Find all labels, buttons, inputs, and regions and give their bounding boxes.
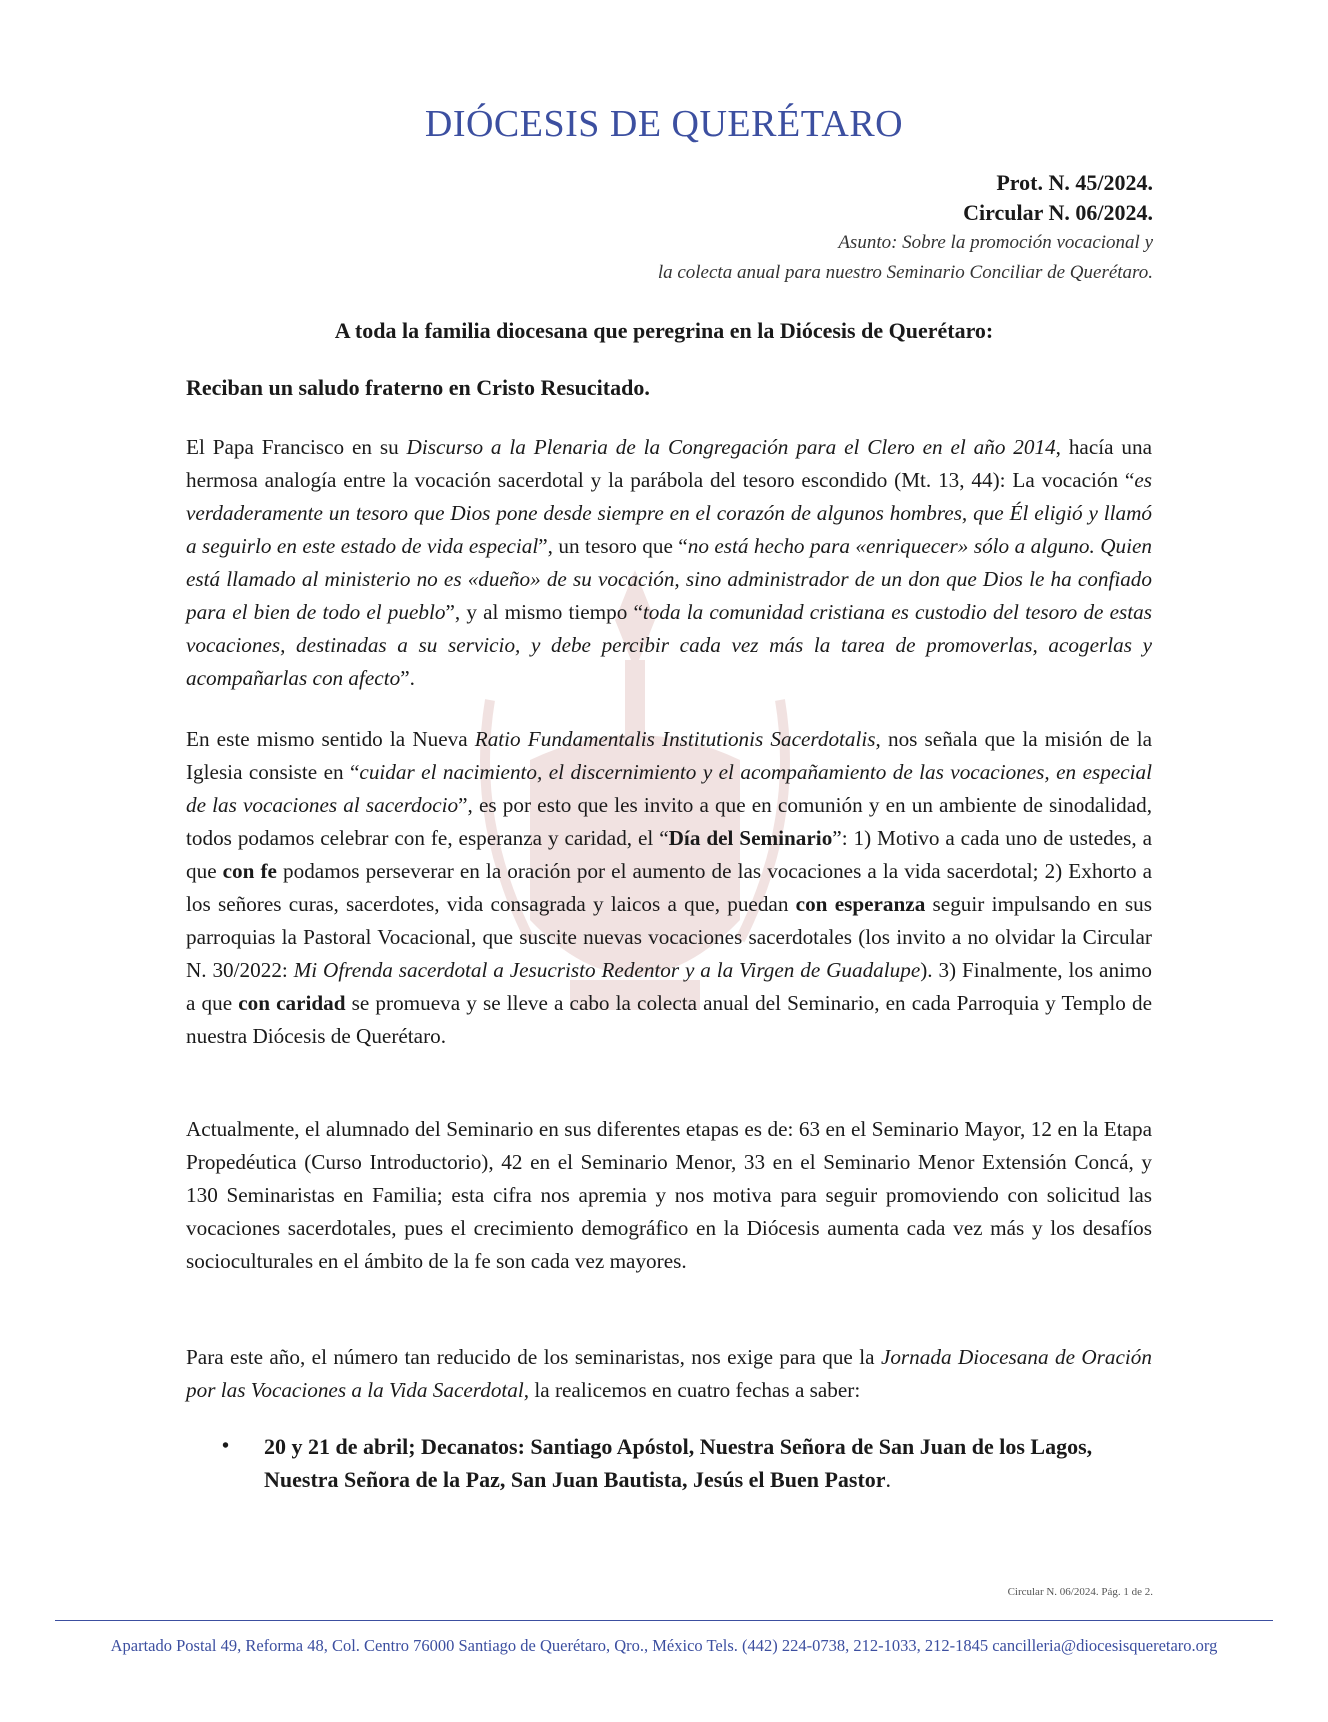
text-run: ”. <box>400 666 415 690</box>
list-item <box>222 1430 1152 1496</box>
bold-run: con caridad <box>238 991 346 1015</box>
italic-run: Ratio Fundamentalis Institutionis Sacerdotalis <box>474 727 876 751</box>
text-run: , la realicemos en cuatro fechas a saber: <box>523 1378 861 1402</box>
italic-run: Mi Ofrenda sacerdotal a Jesucristo Redentor y a la Virgen de Guadalupe <box>293 958 921 982</box>
quote-run: cuidar el nacimiento, el discernimiento y el acompañamiento de las vocaciones, en especial de las vocaciones al sacerdocio <box>186 760 1152 817</box>
greeting: Reciban un saludo fraterno en Cristo Resucitado. <box>186 375 650 400</box>
text-run: seguir impulsando en sus parroquias la Pastoral Vocacional, que suscite nuevas vocaciones sacerdotales (los invito a no olvidar la Circular N. 30/2022: <box>186 892 1152 982</box>
quote-run: no está hecho para «enriquecer» sólo a alguno. Quien está llamado al ministerio no es «dueño» de su vocación, sino administrador de un don que Dios le ha confiado para el bien de todo el pueblo <box>186 534 1152 624</box>
protocol-number: Prot. N. 45/2024. <box>996 170 1153 195</box>
italic-run: Discurso a la Plenaria de la Congregación para el Clero en el año 2014 <box>406 435 1056 459</box>
subject-line-1: Asunto: Sobre la promoción vocacional y <box>838 232 1153 253</box>
reference-block <box>453 168 1153 288</box>
addressee-heading: A toda la familia diocesana que peregrina en la Diócesis de Querétaro: <box>334 318 994 343</box>
circular-number: Circular N. 06/2024. <box>963 200 1153 225</box>
list-item-tail: . <box>885 1467 892 1492</box>
text-run: ”, un tesoro que “ <box>538 534 688 558</box>
text-run: ”: 1) Motivo a cada uno de ustedes, a que <box>186 826 1152 883</box>
bullet-icon: • <box>222 1435 230 1457</box>
text-run: , hacía una hermosa analogía entre la vocación sacerdotal y la parábola del tesoro escondido (Mt. 13, 44): La vocación “ <box>186 435 1152 492</box>
paragraph-ratio-fundamentalis <box>186 723 1152 1053</box>
text-run: En este mismo sentido la Nueva <box>186 727 475 751</box>
paragraph-enrollment: Actualmente, el alumnado del Seminario en sus diferentes etapas es de: 63 en el Seminario Mayor, 12 en la Etapa Propedéutica (Curso Introductorio), 42 en el Seminario Menor, 33 en el Seminario Menor Extensión Concá, y 130 Seminaristas en Familia; esta cifra nos apremia y nos motiva para seguir promoviendo con solicitud las vocaciones sacerdotales, pues el crecimiento demográfico en la Diócesis aumenta cada vez más y los desafíos socioculturales en el ámbito de la fe son cada vez mayores. <box>186 1117 1152 1273</box>
text-run: ). 3) Finalmente, los animo a que <box>186 958 1152 1015</box>
quote-run: es verdaderamente un tesoro que Dios pone desde siempre en el corazón de algunos hombres, que Él eligió y llamó a seguirlo en este estado de vida especial <box>186 468 1152 558</box>
text-run: El Papa Francisco en su <box>186 435 407 459</box>
bold-run: con esperanza <box>795 892 926 916</box>
bold-run: Día del Seminario <box>668 826 833 850</box>
dates-list <box>222 1430 1152 1496</box>
text-run: se promueva y se lleve a cabo la colecta anual del Seminario, en cada Parroquia y Templo de nuestra Diócesis de Querétaro. <box>186 991 1152 1048</box>
diocese-title: DIÓCESIS DE QUERÉTARO <box>424 103 904 145</box>
footer-contact: Apartado Postal 49, Reforma 48, Col. Centro 76000 Santiago de Querétaro, Qro., México Tels. (442) 224-0738, 212-1033, 212-1845 cancilleria@diocesisqueretaro.org <box>110 1636 1218 1655</box>
list-item-text: 20 y 21 de abril; Decanatos: Santiago Apóstol, Nuestra Señora de San Juan de los Lagos, Nuestra Señora de la Paz, San Juan Bautista, Jesús el Buen Pastor <box>264 1434 1093 1492</box>
text-run: , nos señala que la misión de la Iglesia consiste en “ <box>186 727 1152 784</box>
text-run: Para este año, el número tan reducido de los seminaristas, nos exige para que la <box>186 1345 881 1369</box>
text-run: ”, y al mismo tiempo “ <box>445 600 643 624</box>
paragraph-pope-francis <box>186 431 1152 695</box>
text-run: ”, es por esto que les invito a que en comunión y en un ambiente de sinodalidad, todos podamos celebrar con fe, esperanza y caridad, el “ <box>186 793 1152 850</box>
page-number-note: Circular N. 06/2024. Pág. 1 de 2. <box>1007 1586 1153 1598</box>
text-run: podamos perseverar en la oración por el aumento de las vocaciones a la vida sacerdotal; 2) Exhorto a los señores curas, sacerdotes, vida consagrada y laicos a que, puedan <box>186 859 1153 916</box>
bold-run: con fe <box>222 859 277 883</box>
footer-divider <box>55 1620 1273 1621</box>
subject-line-2: la colecta anual para nuestro Seminario Conciliar de Querétaro. <box>657 262 1153 283</box>
italic-run: Jornada Diocesana de Oración por las Vocaciones a la Vida Sacerdotal <box>186 1345 1152 1402</box>
paragraph-jornada <box>186 1341 1152 1407</box>
quote-run: toda la comunidad cristiana es custodio del tesoro de estas vocaciones, destinadas a su servicio, y debe percibir cada vez más la tarea de promoverlas, acogerlas y acompañarlas con afecto <box>186 600 1152 690</box>
